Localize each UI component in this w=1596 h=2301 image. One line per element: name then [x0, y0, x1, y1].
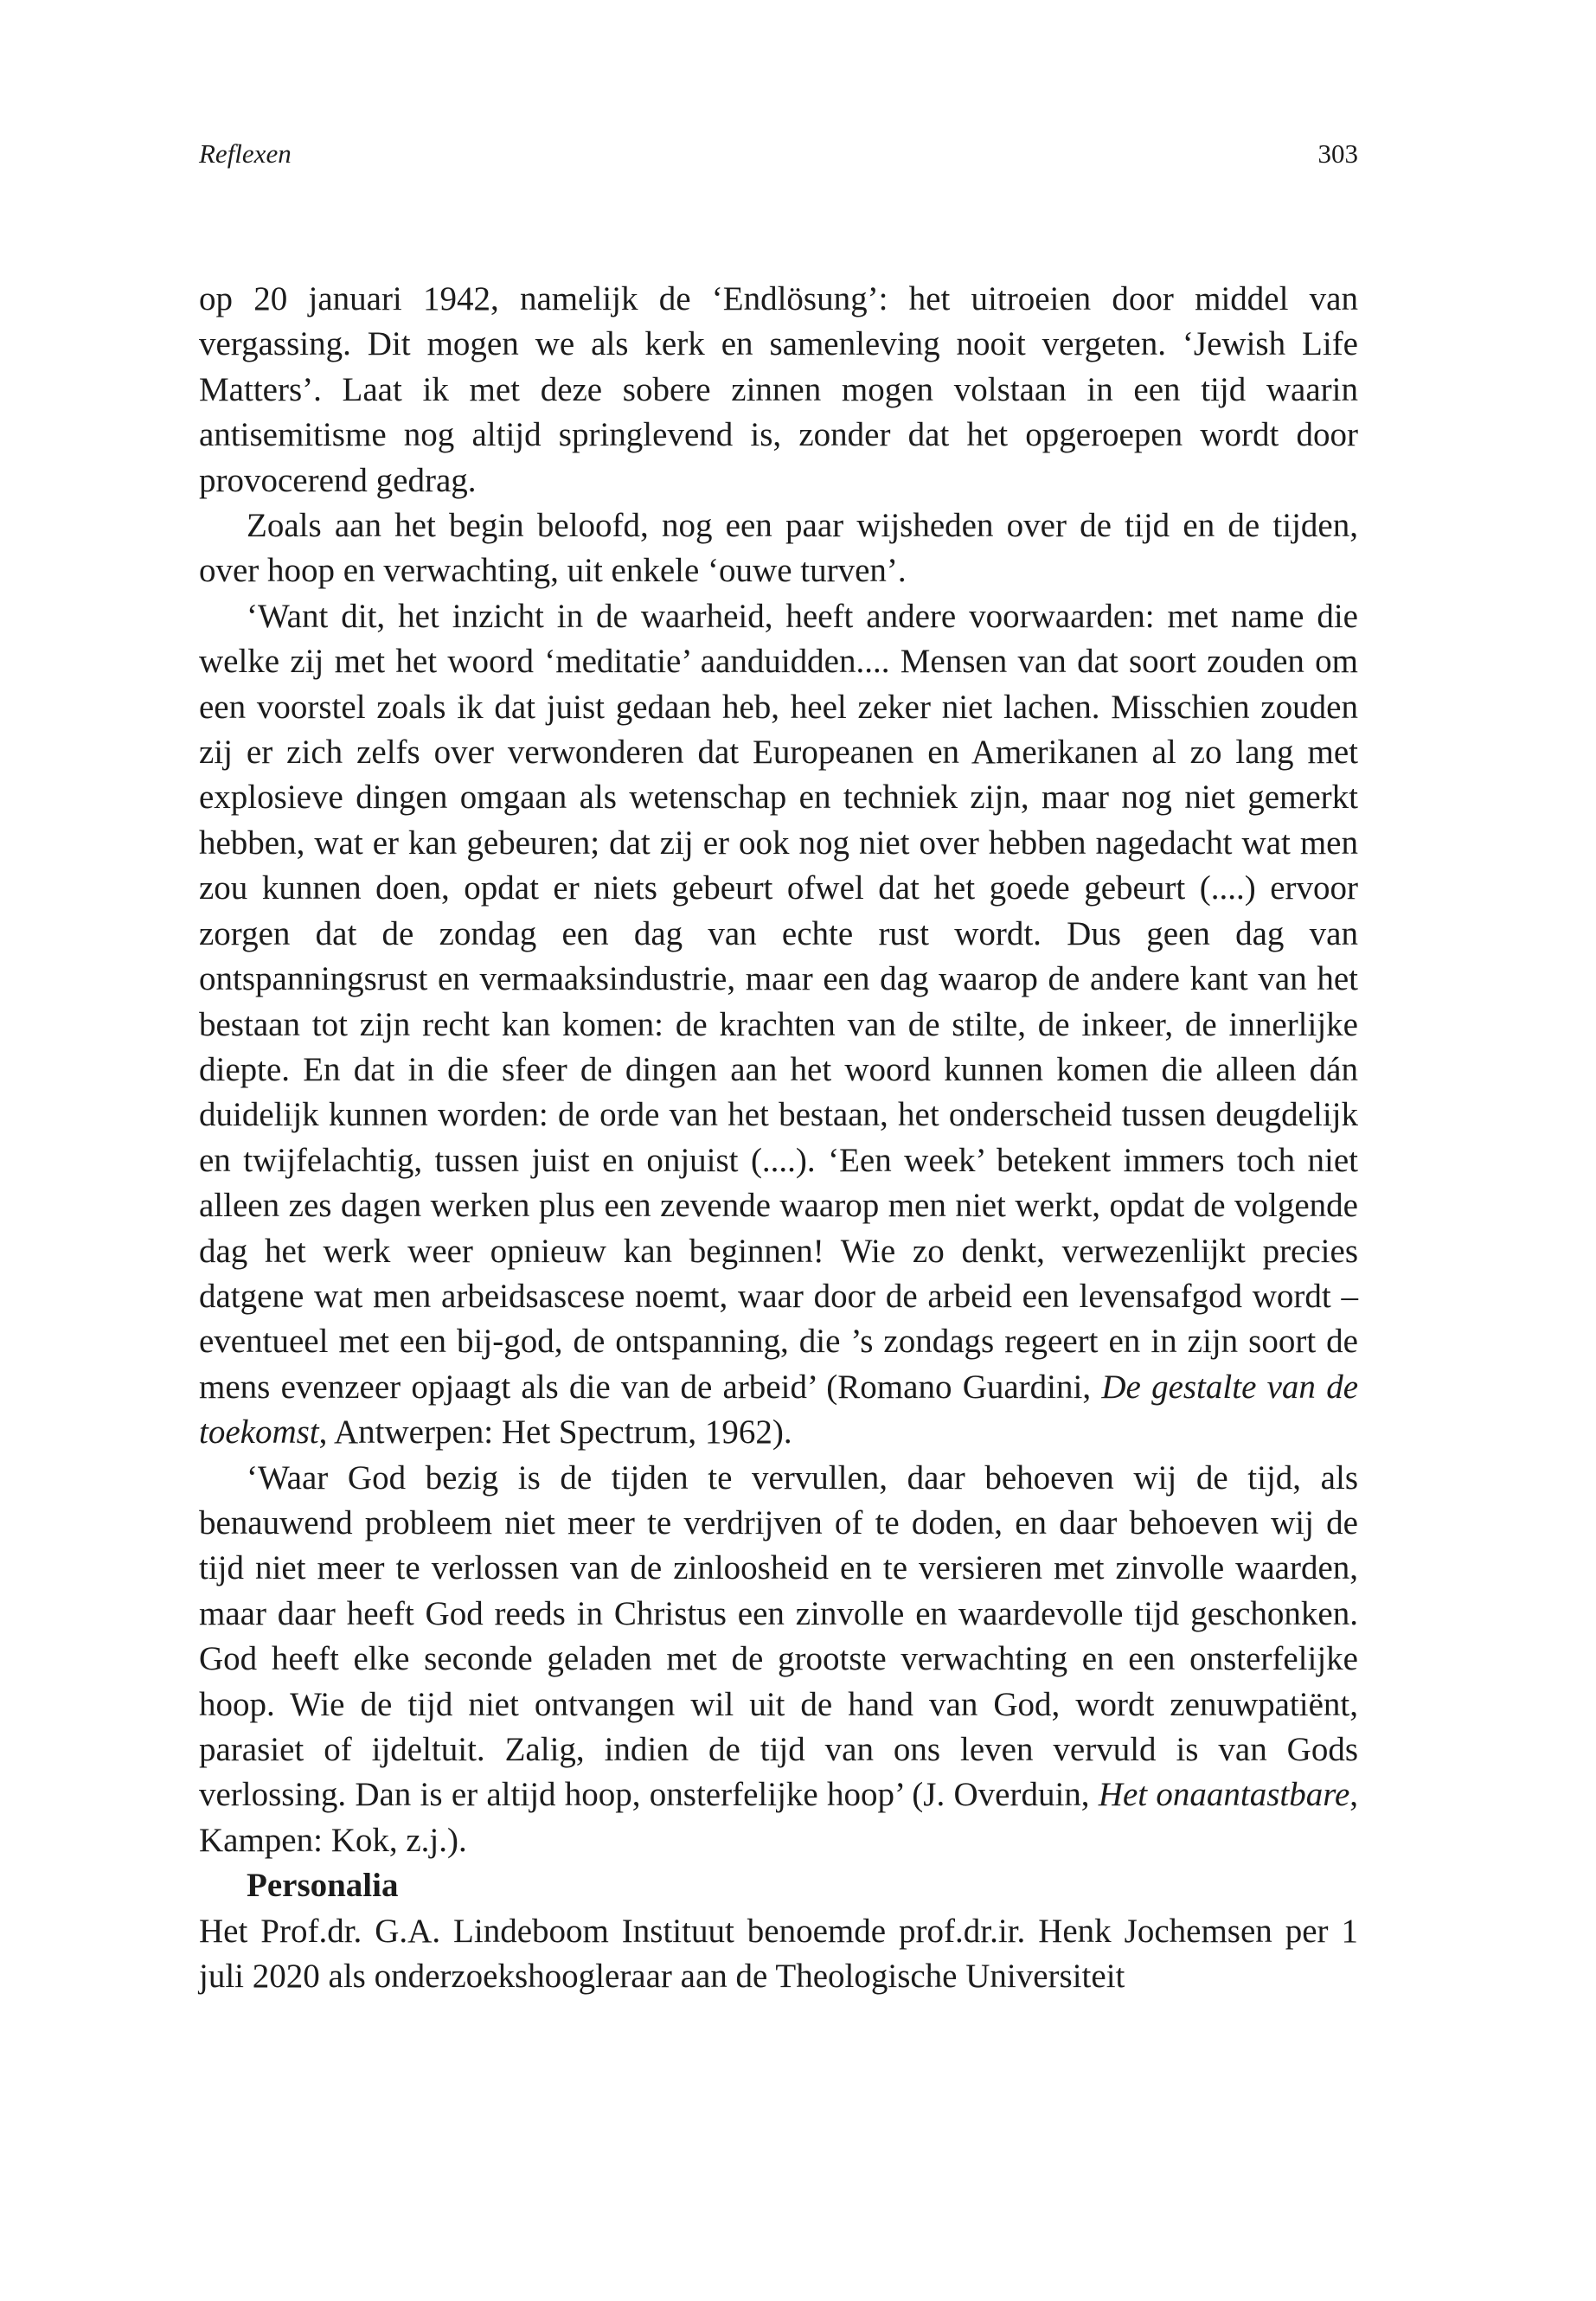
book-title: De gestalte van de toekomst — [199, 1368, 1358, 1452]
paragraph-1: op 20 januari 1942, namelijk de ‘Endlösung’: het uitroeien door middel van vergassing. Dit mogen we als kerk en samenleving nooit vergeten. ‘Jewish Life Matters’. Laat ik met deze sobere zinnen mogen volstaan in een tijd waarin antisemitisme nog altijd springlevend is, zonder dat het opgeroepen wordt door provocerend gedrag. — [199, 280, 1358, 499]
paragraph-2: Zoals aan het begin beloofd, nog een paar wijsheden over de tijd en de tijden, over hoop en verwachting, uit enkele ‘ouwe turven’. — [199, 507, 1358, 590]
citation-end: , Kampen: Kok, z.j.). — [199, 1776, 1358, 1859]
running-head — [199, 138, 1358, 176]
quote-text: ‘Want dit, het inzicht in de waarheid, heeft andere voorwaarden: met name die welke zij met het woord ‘meditatie’ aanduidden.... Mensen van dat soort zouden om een voorstel zoals ik dat juist gedaan heb, heel zeker niet lachen. Misschien zouden zij er zich zelfs over verwonderen dat Europeanen en Amerikanen al zo lang met explosieve dingen omgaan als wetenschap en techniek zijn, maar nog niet gemerkt hebben, wat er kan gebeuren; dat zij er ook nog niet over hebben nagedacht wat men zou kunnen doen, opdat er niets gebeurt ofwel dat het goede gebeurt (....) ervoor zorgen dat de zondag een dag van echte rust wordt. Dus geen dag van ontspanningsrust en vermaaksindustrie, maar een dag waarop de andere kant van het bestaan tot zijn recht kan komen: de krachten van de stilte, de inkeer, de innerlijke diepte. En dat in die sfeer de dingen aan het woord kunnen komen die alleen dán duidelijk kunnen worden: de orde van het bestaan, het onderscheid tussen deugdelijk en twijfelachtig, tussen juist en onjuist (....). ‘Een week’ betekent immers toch niet alleen zes dagen werken plus een zevende waarop men niet werkt, opdat de volgende dag het werk weer opnieuw kan beginnen! Wie zo denkt, verwezenlijkt precies datgene wat men arbeidsascese noemt, waar door de arbeid een levensafgod wordt – eventueel met een bij-god, de ontspanning, die ’s zondags regeert en in zijn soort de mens evenzeer opjaagt als die van de arbeid’ (Romano Guardini, — [199, 597, 1358, 1406]
page-number: 303 — [1317, 138, 1358, 169]
book-title: Het onaantastbare — [1098, 1776, 1350, 1814]
running-title: Reflexen — [199, 138, 292, 169]
body-text — [199, 277, 1358, 1999]
section-heading: Personalia — [247, 1867, 399, 1905]
paragraph-3-guardini-quote — [199, 594, 1358, 1456]
quote-text: ‘Waar God bezig is de tijden te vervullen, daar behoeven wij de tijd, als benauwend probleem niet meer te verdrijven of te doden, en daar behoeven wij de tijd niet meer te verlossen van de zinloosheid en te versieren met zinvolle waarden, maar daar heeft God reeds in Christus een zinvolle en waardevolle tijd geschonken. God heeft elke seconde geladen met de grootste verwachting en een onsterfelijke hoop. Wie de tijd niet ontvangen wil uit de hand van God, wordt zenuwpatiënt, parasiet of ijdeltuit. Zalig, indien de tijd van ons leven vervuld is van Gods verlossing. Dan is er altijd hoop, onsterfelijke hoop’ (J. Overduin, — [199, 1458, 1358, 1814]
section-paragraph: Het Prof.dr. G.A. Lindeboom Instituut benoemde prof.dr.ir. Henk Jochemsen per 1 juli 2020 als onderzoekshoogleraar aan de Theologische Universiteit — [199, 1912, 1358, 1996]
paragraph-4-overduin-quote — [199, 1456, 1358, 1864]
citation-end: , Antwerpen: Het Spectrum, 1962). — [318, 1413, 792, 1452]
